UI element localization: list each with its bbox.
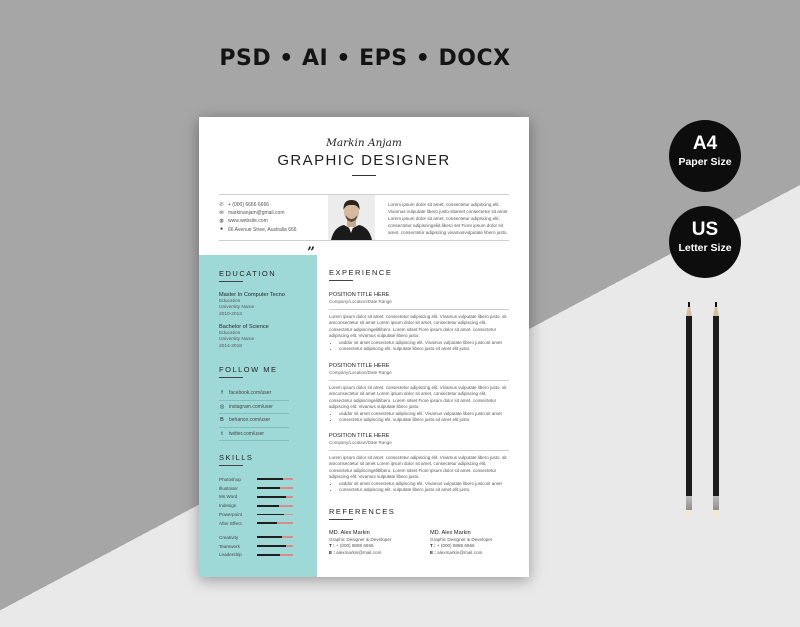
badge-big: A4 [692,133,718,154]
education-heading: EDUCATION [219,269,277,278]
school: University Name [219,305,255,311]
job-bullet: • usddor sit amet consectetur adipiscing elit. Vivamus vulputate libero justo.sit amet [339,411,509,417]
skill-item [219,484,299,493]
profile-photo [328,195,375,240]
intro-text: Lorem ipsum dolor sit amet, consectetur adipiscing elit. Vivamus vulputate libero justo.sitamet consectetur sit amet Lorem ipsum dolor sit amet, consectetur adipiscing elit, consectetur adipiscingeliit.libero set Fiore ipsum dolor sit amet. consectetur adipiscing vivamusvulputate libero justo. [388,202,508,235]
job-description: Lorem ipsum dolor sit amet. consectetur adipiscing elit. Vivamus vulputate libero justo. sit amconsectetur sit amet Lorem ipsum dolor sit amet, consectetur adipiscing elit, consectetur adipiscingelitlibero. Lorem sitset Fiore ipsum dolor sit amet. consectetur adipiscing elit. Vivamus vulputate libero justo. [329,314,507,339]
skill-bar [257,514,293,516]
social-text: facebook.com/user [229,390,272,397]
reference-email: E : alexmarkin@mail.com [430,549,483,555]
divider [329,519,353,520]
skills-heading: SKILLS [219,453,254,462]
divider [219,240,509,241]
divider [352,175,376,176]
experience-heading: EXPERIENCE [329,268,393,277]
job-meta: Company/Location/Date Range [329,370,392,375]
quote-mark: ” [307,245,316,261]
skill-bar [257,522,293,524]
skill-label: Powerpoint [219,512,242,518]
contact-item [219,209,329,217]
reference-item [329,530,419,556]
facebook-icon: f [221,390,223,397]
job-bullet: • consectetur adipiscing elit. vulputate libero justo.sit amet elit justo. [339,417,509,423]
divider [329,380,509,381]
formats-banner: PSD • AI • EPS • DOCX [219,46,511,71]
school: University Name [219,337,255,343]
divider [329,280,353,281]
job-bullet: • consectetur adipiscing elit. vulputate libero justo.sit amet elit justo. [339,487,509,493]
skill-label: Leadership [219,552,242,558]
instagram-icon: ◎ [219,403,225,410]
divider [219,377,243,378]
skill-bar [257,536,293,538]
phone-icon: ✆ [219,201,224,208]
skill-bar [257,505,293,507]
follow-heading: FOLLOW ME [219,365,278,374]
divider [219,281,243,282]
skill-label: Creativity [219,534,239,540]
job-bullets [329,481,509,494]
skill-item [219,501,299,510]
reference-email: E : alexmarkin@mail.com [329,549,382,555]
divider [329,450,509,451]
email-icon: ✉ [219,209,224,216]
social-text: instagram.com/user [229,403,273,410]
job-title: POSITION TITLE HERE [329,363,390,369]
reference-phone: T : + (000) 8888 6666 [430,543,475,549]
twitter-icon: t [221,430,223,437]
social-link[interactable] [219,387,289,401]
job-meta: Company/Location/Date Range [329,299,392,304]
behance-icon: B [220,417,224,424]
social-link[interactable] [219,401,289,415]
job-meta: Company/Location/Date Range [329,440,392,445]
field: Education [219,299,241,304]
skill-bar [257,478,293,480]
skill-label: Illustrator [219,485,238,491]
skill-bar [257,496,293,498]
badge-small: Letter Size [678,242,732,254]
divider [219,465,243,466]
contact-list [219,201,329,234]
a4-badge [669,120,741,192]
pencil-image [713,302,719,516]
education-item [219,292,304,318]
contact-text: + (000) 6666 6666 [228,202,270,209]
contact-text: markinanjam@gmail.com [228,210,285,217]
skill-label: After Effect [219,520,242,526]
contact-item [219,226,329,234]
skill-item [219,475,299,484]
reference-item [430,530,520,556]
job-bullet: • usddor sit amet consectetur adipiscing elit. Vivamus vulputate libero justo.sit amet [339,340,509,346]
job-title: POSITION TITLE HERE [329,292,390,298]
skill-item [219,510,299,519]
skill-label: Ms Word [219,494,238,500]
job-bullets [329,340,509,353]
skill-item [219,542,299,551]
job-description: Lorem ipsum dolor sit amet. consectetur adipiscing elit. Vivamus vulputate libero justo. sit amconsectetur sit amet Lorem ipsum dolor sit amet, consectetur adipiscing elit, consectetur adipiscingelitlibero. Lorem sitset Fiore ipsum dolor sit amet. consectetur adipiscing elit. Vivamus vulputate libero justo. [329,385,507,410]
resume-name: Markin Anjam [326,137,402,149]
pencil-image [686,302,692,516]
reference-role: Graphic Designer & Developer [329,537,392,542]
social-text: behance.com/user [229,417,271,424]
social-text: twitter.com/user [229,430,265,437]
skill-bar [257,554,293,556]
skill-item [219,519,299,528]
social-link[interactable] [219,428,289,442]
years: 2010-2013 [219,311,242,317]
skills-list [219,533,299,559]
skill-label: Teamwork [219,543,240,549]
contact-text: 66 Avenue Stree, Australia 666 [228,226,297,233]
contact-text: www.website.com [228,218,268,225]
reference-name: MD. Alex Markin [329,530,370,536]
reference-role: Graphic Designer & Developer [430,537,493,542]
skill-item [219,551,299,560]
years: 2014-2018 [219,343,242,349]
location-icon: ● [219,226,224,233]
resume-title: GRAPHIC DESIGNER [277,152,451,169]
degree: Master In Computer Tecno [219,292,285,298]
skill-label: Photoshop [219,476,241,482]
job-entry [329,433,509,493]
job-description: Lorem ipsum dolor sit amet. consectetur adipiscing elit. Vivamus vulputate libero justo. sit amconsectetur sit amet Lorem ipsum dolor sit amet, consectetur adipiscing elit, consectetur adipiscingelitlibero. Lorem sitset Fiore ipsum dolor sit amet. consectetur adipiscing elit. Vivamus vulputate libero justo. [329,455,507,480]
skill-bar [257,487,293,489]
job-entry [329,363,509,423]
reference-name: MD. Alex Markin [430,530,471,536]
badge-small: Paper Size [678,156,732,168]
job-bullet: • usddor sit amet consectetur adipiscing elit. Vivamus vulputate libero justo.sit amet [339,481,509,487]
education-item [219,324,304,350]
skill-label: Indesign [219,503,237,509]
social-list [219,387,289,441]
resume-document [199,117,529,577]
globe-icon: ◍ [219,217,224,224]
social-link[interactable] [219,414,289,428]
divider [329,309,509,310]
contact-item [219,201,329,209]
references-heading: REFERENCES [329,507,396,516]
degree: Bachelor of Science [219,324,269,330]
contact-item [219,217,329,225]
skill-item [219,533,299,542]
job-entry [329,292,509,352]
job-title: POSITION TITLE HERE [329,433,390,439]
badge-big: US [691,219,719,240]
skill-item [219,493,299,502]
field: Education [219,331,241,336]
job-bullet: • consectetur adipiscing elit. vulputate libero justo.sit amet elit justo. [339,346,509,352]
job-bullets [329,411,509,424]
skill-bar [257,545,293,547]
skills-list [219,475,299,528]
us-badge [669,206,741,278]
reference-phone: T : + (000) 8888 6666 [329,543,374,549]
